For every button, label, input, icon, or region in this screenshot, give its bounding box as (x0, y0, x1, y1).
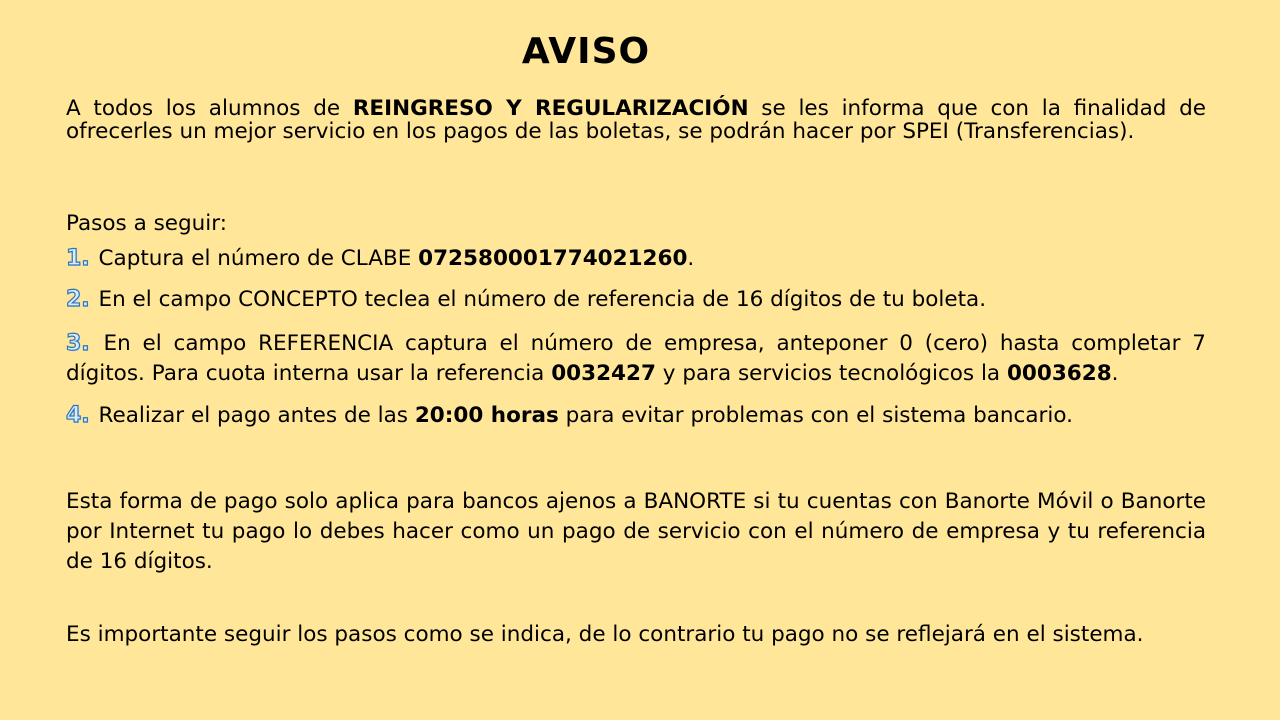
step-4-deadline: 20:00 horas (414, 403, 559, 428)
step-3-servicios-tec-ref: 0003628 (1006, 361, 1112, 386)
step-1-text-post: . (687, 246, 695, 271)
step-number-2: 2. (66, 287, 90, 312)
step-item-3 (66, 329, 1206, 389)
step-3-cuota-interna-ref: 0032427 (551, 361, 656, 386)
step-number-4: 4. (66, 403, 90, 428)
step-3-text-post: . (1111, 361, 1119, 386)
intro-paragraph (66, 97, 1206, 143)
step-2-text: En el campo CONCEPTO teclea el número de referencia de 16 dígitos de tu boleta. (91, 287, 987, 312)
step-1-text-pre: Captura el número de CLABE (91, 246, 419, 271)
intro-text-bold: REINGRESO Y REGULARIZACIÓN (352, 96, 749, 121)
step-item-1 (66, 245, 1206, 273)
step-item-2 (66, 286, 1206, 314)
slide-title: AVISO (521, 31, 651, 72)
step-4-text-post: para evitar problemas con el sistema bancario. (558, 403, 1073, 428)
step-4-text-pre: Realizar el pago antes de las (91, 403, 415, 428)
step-1-clabe: 072580001774021260 (418, 246, 688, 271)
step-number-3: 3. (66, 331, 90, 356)
step-3-text-pre: En el campo REFERENCIA captura el número de empresa, anteponer 0 (cero) hasta completar 7 dígitos. Para cuota interna usar la referencia (66, 331, 1206, 386)
intro-text-pre: A todos los alumnos de (66, 96, 353, 121)
importante-note: Es importante seguir los pasos como se indica, de lo contrario tu pago no se reflejará en el sistema. (66, 622, 1144, 647)
intro-text-post: se les informa que con la finalidad de ofrecerles un mejor servicio en los pagos de las boletas, se podrán hacer por SPEI (Transferencias). (66, 96, 1207, 144)
step-3-text-mid: y para servicios tecnológicos la (655, 361, 1007, 386)
banorte-note: Esta forma de pago solo aplica para bancos ajenos a BANORTE si tu cuentas con Banorte Móvil o Banorte por Internet tu pago lo debes hacer como un pago de servicio con el número de empresa y tu referencia de 16 dígitos. (66, 489, 1206, 574)
step-number-1: 1. (66, 246, 90, 271)
steps-heading: Pasos a seguir: (66, 211, 227, 236)
step-item-4 (66, 402, 1206, 430)
